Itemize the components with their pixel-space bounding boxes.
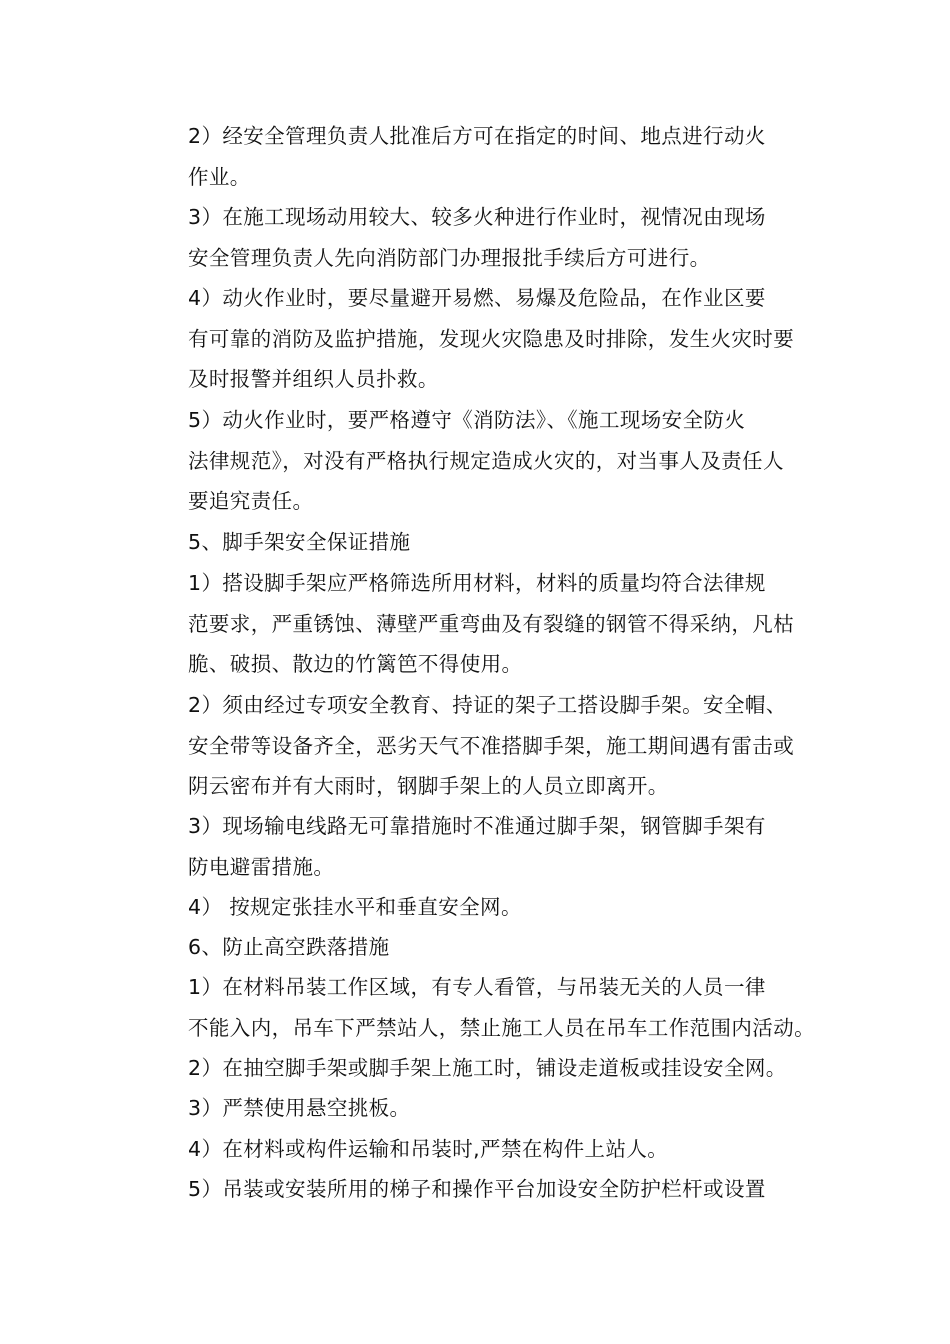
paragraph-no-cantilever-boards — [145, 1088, 825, 1129]
text-line: 4）动火作业时，要尽量避开易燃、易爆及危险品，在作业区要 — [188, 286, 766, 310]
text-line: 脆、破损、散边的竹篱笆不得使用。 — [188, 652, 523, 676]
text-line: 安全带等设备齐全，恶劣天气不准搭脚手架，施工期间遇有雷击或 — [188, 733, 795, 758]
text-line: 1）在材料吊装工作区域，有专人看管，与吊装无关的人员一律 — [188, 975, 766, 999]
text-line: 安全管理负责人先向消防部门办理报批手续后方可进行。 — [188, 245, 711, 270]
paragraph-fire-dept-approval — [145, 197, 825, 278]
text-line: 2）须由经过专项安全教育、持证的架子工搭设脚手架。安全帽、 — [188, 693, 787, 717]
text-line: 要追究责任。 — [188, 489, 314, 513]
section-heading: 6、防止高空跌落措施 — [188, 935, 390, 959]
section-heading-scaffold-safety — [145, 522, 825, 563]
paragraph-avoid-hazards — [145, 278, 825, 400]
text-line: 4） 按规定张挂水平和垂直安全网。 — [188, 895, 522, 919]
text-line: 3）现场输电线路无可靠措施时不准通过脚手架，钢管脚手架有 — [188, 814, 766, 838]
text-line: 2）在抽空脚手架或脚手架上施工时，铺设走道板或挂设安全网。 — [188, 1056, 787, 1080]
paragraph-ladder-guardrails — [145, 1169, 825, 1210]
text-line: 及时报警并组织人员扑救。 — [188, 367, 439, 391]
paragraph-walkway-boards — [145, 1048, 825, 1089]
text-line: 作业。 — [188, 164, 251, 189]
text-line: 1）搭设脚手架应严格筛选所用材料，材料的质量均符合法律规 — [188, 571, 766, 595]
text-line: 2）经安全管理负责人批准后方可在指定的时间、地点进行动火 — [188, 124, 766, 148]
paragraph-fire-law — [145, 400, 825, 522]
paragraph-scaffold-power-lines — [145, 806, 825, 887]
text-line: 不能入内，吊车下严禁站人，禁止施工人员在吊车工作范围内活动。 — [188, 1015, 815, 1040]
text-line: 3）严禁使用悬空挑板。 — [188, 1096, 411, 1120]
paragraph-no-standing-on-components — [145, 1129, 825, 1170]
section-heading: 5、脚手架安全保证措施 — [188, 530, 411, 554]
text-line: 法律规范》，对没有严格执行规定造成火灾的，对当事人及责任人 — [188, 448, 784, 473]
text-line: 3）在施工现场动用较大、较多火种进行作业时，视情况由现场 — [188, 205, 766, 229]
paragraph-lifting-area — [145, 967, 825, 1048]
text-line: 有可靠的消防及监护措施，发现火灾隐患及时排除，发生火灾时要 — [188, 326, 795, 351]
text-line: 防电避雷措施。 — [188, 854, 335, 879]
paragraph-scaffold-safety-net — [145, 887, 825, 928]
paragraph-scaffold-workers — [145, 685, 825, 807]
text-line: 阴云密布并有大雨时，钢脚手架上的人员立即离开。 — [188, 774, 669, 798]
text-line: 范要求，严重锈蚀、薄壁严重弯曲及有裂缝的钢管不得采纳，凡枯 — [188, 611, 795, 636]
paragraph-scaffold-materials — [145, 563, 825, 685]
text-line: 5）吊装或安装所用的梯子和操作平台加设安全防护栏杆或设置 — [188, 1177, 766, 1201]
text-line: 4）在材料或构件运输和吊装时,严禁在构件上站人。 — [188, 1137, 669, 1161]
section-heading-fall-prevention — [145, 927, 825, 968]
text-line: 5）动火作业时，要严格遵守《消防法》、《施工现场安全防火 — [188, 408, 746, 432]
paragraph-hot-work-approval — [145, 116, 825, 197]
